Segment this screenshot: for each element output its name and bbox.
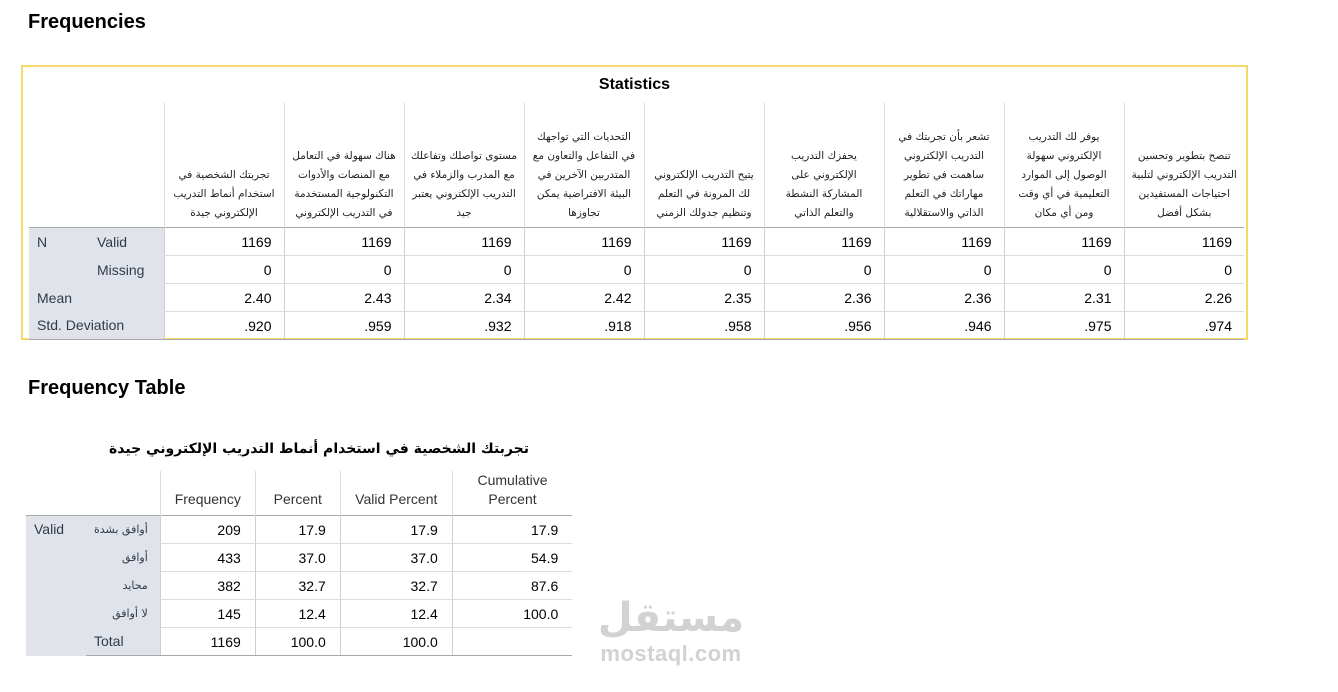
table-cell: 0 [1004,256,1124,284]
table-cell: 17.9 [255,516,340,544]
table-cell: 32.7 [340,572,452,600]
table-cell: 2.36 [884,284,1004,312]
column-header: يوفر لك التدريب الإلكتروني سهولة الوصول إلى الموارد التعليمية في أي وقت ومن أي مكان [1004,103,1124,228]
table-cell: .918 [524,312,644,340]
table-cell: 1169 [284,228,404,256]
table-cell: 37.0 [340,544,452,572]
table-cell: .958 [644,312,764,340]
table-cell: 1169 [1004,228,1124,256]
table-cell: 1169 [764,228,884,256]
frequency-table-title: تجربتك الشخصية في استخدام أنماط التدريب الإلكتروني جيدة [109,441,529,457]
category-label: أوافق [86,544,160,572]
table-cell: 17.9 [452,516,572,544]
table-cell [452,628,572,656]
column-header: يتيح التدريب الإلكتروني لك المرونة في التعلم وتنظيم جدولك الزمني [644,103,764,228]
watermark-arabic-logo: مستقل [597,595,745,641]
row-label: Missing [89,256,164,284]
column-header: هناك سهولة في التعامل مع المنصات والأدوات التكنولوجية المستخدمة في التدريب الإلكتروني [284,103,404,228]
column-header: مستوى تواصلك وتفاعلك مع المدرب والزملاء في التدريب الإلكتروني يعتبر جيد [404,103,524,228]
table-cell: 100.0 [452,600,572,628]
table-cell: .974 [1124,312,1244,340]
table-row-n-valid [29,228,1244,256]
column-header: تجربتك الشخصية في استخدام أنماط التدريب الإلكتروني جيدة [164,103,284,228]
table-cell: 54.9 [452,544,572,572]
column-header-frequency: Frequency [160,471,255,516]
table-cell: 1169 [404,228,524,256]
table-cell: 2.26 [1124,284,1244,312]
table-cell: .956 [764,312,884,340]
frequencies-heading: Frequencies [28,11,146,33]
table-cell: 433 [160,544,255,572]
table-cell: 2.40 [164,284,284,312]
table-cell: .946 [884,312,1004,340]
table-cell: 1169 [524,228,644,256]
column-header-cumulative-percent: Cumulative Percent [452,471,572,516]
category-label: أوافق بشدة [86,516,160,544]
table-cell: 1169 [160,628,255,656]
table-cell: 87.6 [452,572,572,600]
table-cell: .959 [284,312,404,340]
table-row-n-missing [29,256,1244,284]
table-cell: 0 [884,256,1004,284]
row-group-label: Mean [29,284,164,312]
statistics-title: Statistics [598,76,671,93]
row-group-label: N [29,228,89,256]
watermark-url: mostaql.com [600,641,742,666]
category-label: لا أوافق [86,600,160,628]
table-row-std-deviation [29,312,1244,340]
table-cell: 12.4 [340,600,452,628]
table-cell: 2.42 [524,284,644,312]
statistics-table [29,103,1244,340]
table-row [26,600,572,628]
table-cell: 0 [1124,256,1244,284]
section-label-valid: Valid [26,516,86,656]
table-cell: 145 [160,600,255,628]
table-cell: 2.34 [404,284,524,312]
column-header: التحديات التي تواجهك في التفاعل والتعاون مع المتدربين الآخرين في البيئة الافتراضية يمكن تجاوزها [524,103,644,228]
table-cell: 0 [764,256,884,284]
table-cell: 0 [284,256,404,284]
category-label: محايد [86,572,160,600]
row-group-label: Std. Deviation [29,312,164,340]
table-cell: 100.0 [255,628,340,656]
table-cell: 100.0 [340,628,452,656]
table-cell: 1169 [644,228,764,256]
table-cell: 2.31 [1004,284,1124,312]
table-corner [26,471,160,516]
column-header: تشعر بأن تجربتك في التدريب الإلكتروني ساهمت في تطوير مهاراتك في التعلم الذاتي والاستقلالية [884,103,1004,228]
table-cell: 12.4 [255,600,340,628]
table-row [26,544,572,572]
table-cell: 1169 [164,228,284,256]
column-header: يحفزك التدريب الإلكتروني على المشاركة النشطة والتعلم الذاتي [764,103,884,228]
table-corner [29,103,164,228]
table-row [26,516,572,544]
category-label-total: Total [86,628,160,656]
table-cell: .932 [404,312,524,340]
mostaql-watermark [586,594,756,666]
statistics-table-frame[interactable] [21,65,1248,340]
table-row-mean [29,284,1244,312]
column-header-valid-percent: Valid Percent [340,471,452,516]
row-label: Valid [89,228,164,256]
table-cell: .920 [164,312,284,340]
table-cell: 2.36 [764,284,884,312]
table-cell: 382 [160,572,255,600]
frequency-table-heading: Frequency Table [28,377,186,399]
table-cell: 2.43 [284,284,404,312]
table-cell: 37.0 [255,544,340,572]
table-cell: 0 [164,256,284,284]
table-cell: .975 [1004,312,1124,340]
frequency-table[interactable] [26,471,572,656]
table-cell: 2.35 [644,284,764,312]
row-group-label [29,256,89,284]
table-cell: 0 [524,256,644,284]
table-cell: 1169 [1124,228,1244,256]
table-cell: 1169 [884,228,1004,256]
table-row-total [26,628,572,656]
column-header-percent: Percent [255,471,340,516]
table-cell: 209 [160,516,255,544]
table-cell: 32.7 [255,572,340,600]
table-cell: 17.9 [340,516,452,544]
table-row [26,572,572,600]
table-cell: 0 [644,256,764,284]
table-cell: 0 [404,256,524,284]
column-header: تنصح بتطوير وتحسين التدريب الإلكتروني لتلبية احتياجات المستفيدين بشكل أفضل [1124,103,1244,228]
